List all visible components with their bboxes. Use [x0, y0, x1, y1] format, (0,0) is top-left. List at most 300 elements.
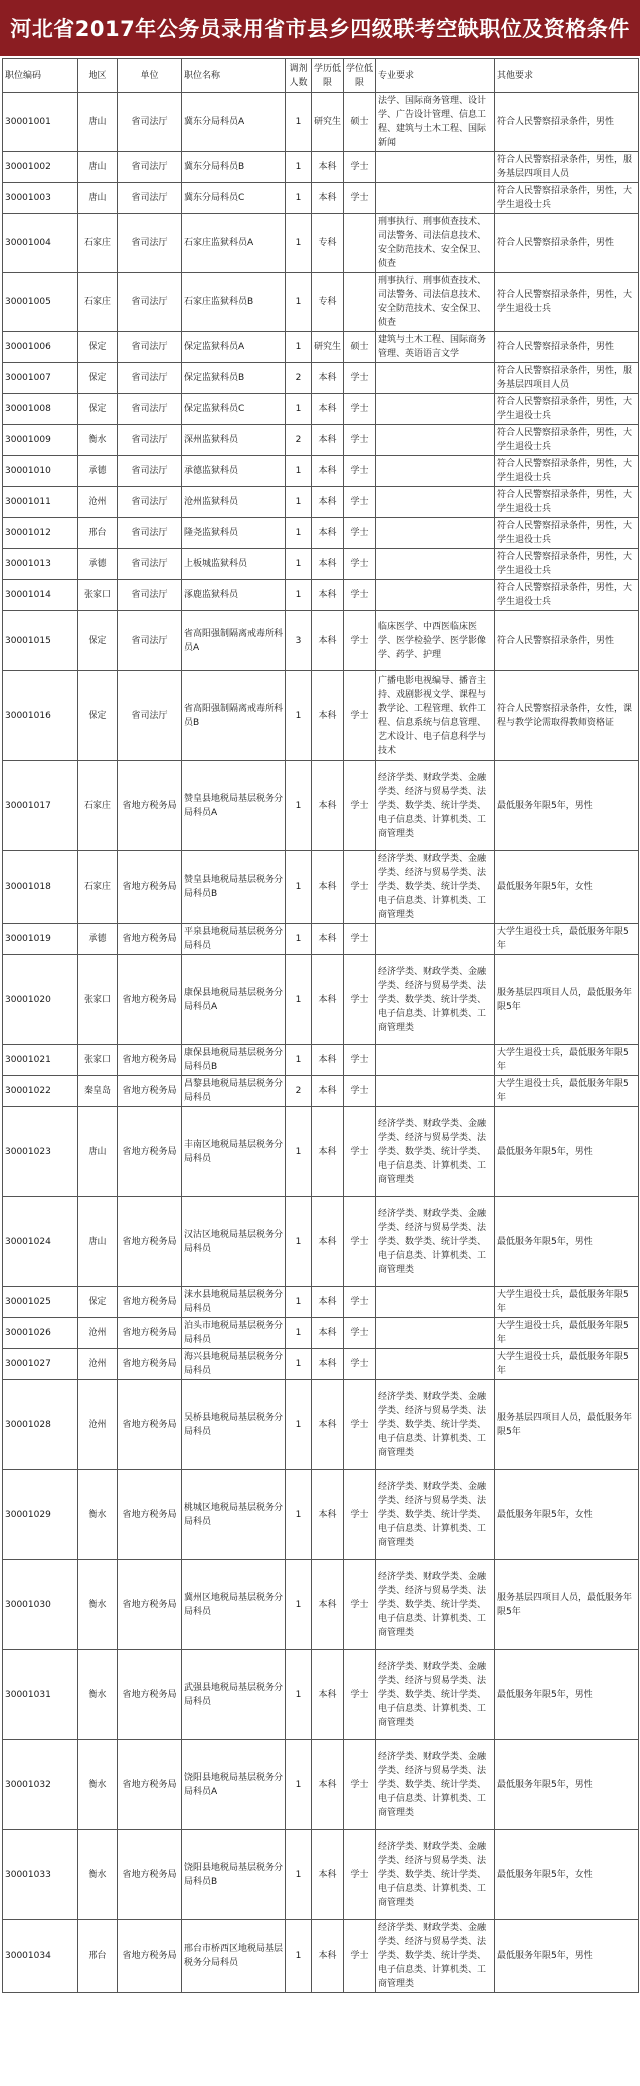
table-row	[3, 924, 639, 955]
cell-unit: 省司法厅	[118, 487, 182, 518]
cell-unit: 省司法厅	[118, 425, 182, 456]
cell-region: 保定	[78, 1287, 118, 1318]
cell-position-code: 30001016	[3, 671, 78, 761]
cell-region: 唐山	[78, 1197, 118, 1287]
cell-unit: 省地方税务局	[118, 1349, 182, 1380]
cell-region: 衡水	[78, 1740, 118, 1830]
cell-degree: 学士	[344, 580, 376, 611]
cell-other: 大学生退役士兵，最低服务年限5年	[495, 924, 639, 955]
cell-major	[376, 580, 495, 611]
cell-quota: 1	[286, 1470, 312, 1560]
cell-degree: 学士	[344, 183, 376, 214]
cell-quota: 1	[286, 394, 312, 425]
cell-region: 张家口	[78, 955, 118, 1045]
cell-quota: 2	[286, 1076, 312, 1107]
cell-region: 唐山	[78, 1107, 118, 1197]
cell-quota: 1	[286, 1045, 312, 1076]
cell-major: 经济学类、财政学类、金融学类、经济与贸易学类、法学类、数学类、统计学类、电子信息类、计算机类、工商管理类	[376, 1560, 495, 1650]
cell-major: 建筑与土木工程、国际商务管理、英语语言文学	[376, 332, 495, 363]
cell-region: 保定	[78, 363, 118, 394]
cell-major: 经济学类、财政学类、金融学类、经济与贸易学类、法学类、数学类、统计学类、电子信息类、计算机类、工商管理类	[376, 851, 495, 924]
cell-position-name: 涿鹿监狱科员	[182, 580, 286, 611]
cell-quota: 1	[286, 1650, 312, 1740]
cell-other: 大学生退役士兵，最低服务年限5年	[495, 1287, 639, 1318]
cell-degree	[344, 273, 376, 332]
header-position-code: 职位编码	[3, 59, 78, 93]
cell-major: 经济学类、财政学类、金融学类、经济与贸易学类、法学类、数学类、统计学类、电子信息类、计算机类、工商管理类	[376, 1470, 495, 1560]
cell-quota: 1	[286, 456, 312, 487]
cell-other: 符合人民警察招录条件，男性	[495, 611, 639, 671]
cell-major	[376, 1349, 495, 1380]
cell-major: 经济学类、财政学类、金融学类、经济与贸易学类、法学类、数学类、统计学类、电子信息类、计算机类、工商管理类	[376, 1380, 495, 1470]
cell-quota: 1	[286, 761, 312, 851]
table-row	[3, 955, 639, 1045]
cell-quota: 1	[286, 955, 312, 1045]
cell-unit: 省地方税务局	[118, 924, 182, 955]
cell-region: 保定	[78, 671, 118, 761]
cell-education: 本科	[312, 1830, 344, 1920]
cell-unit: 省地方税务局	[118, 1380, 182, 1470]
cell-major	[376, 1318, 495, 1349]
cell-quota: 1	[286, 1318, 312, 1349]
cell-position-name: 保定监狱科员B	[182, 363, 286, 394]
cell-position-name: 康保县地税局基层税务分局科员B	[182, 1045, 286, 1076]
cell-education: 本科	[312, 1107, 344, 1197]
cell-other: 符合人民警察招录条件，男性，大学生退役士兵	[495, 273, 639, 332]
cell-region: 承德	[78, 549, 118, 580]
header-degree: 学位低限	[344, 59, 376, 93]
cell-degree: 学士	[344, 1318, 376, 1349]
cell-education: 研究生	[312, 93, 344, 152]
cell-unit: 省地方税务局	[118, 1740, 182, 1830]
cell-major	[376, 425, 495, 456]
cell-unit: 省地方税务局	[118, 1920, 182, 1993]
cell-degree: 学士	[344, 518, 376, 549]
cell-region: 石家庄	[78, 273, 118, 332]
cell-position-name: 平泉县地税局基层税务分局科员	[182, 924, 286, 955]
cell-other: 符合人民警察招录条件，男性，大学生退役士兵	[495, 183, 639, 214]
cell-position-code: 30001008	[3, 394, 78, 425]
cell-other: 大学生退役士兵，最低服务年限5年	[495, 1349, 639, 1380]
cell-major	[376, 924, 495, 955]
cell-other: 最低服务年限5年，男性	[495, 1920, 639, 1993]
cell-major	[376, 152, 495, 183]
cell-degree: 硕士	[344, 332, 376, 363]
cell-education: 本科	[312, 1740, 344, 1830]
cell-major	[376, 518, 495, 549]
cell-region: 秦皇岛	[78, 1076, 118, 1107]
cell-other: 符合人民警察招录条件，男性，大学生退役士兵	[495, 456, 639, 487]
cell-major	[376, 1045, 495, 1076]
cell-quota: 1	[286, 487, 312, 518]
cell-quota: 1	[286, 518, 312, 549]
table-row	[3, 332, 639, 363]
cell-position-name: 石家庄监狱科员B	[182, 273, 286, 332]
cell-quota: 1	[286, 332, 312, 363]
cell-degree: 学士	[344, 1349, 376, 1380]
cell-unit: 省地方税务局	[118, 1045, 182, 1076]
cell-position-code: 30001001	[3, 93, 78, 152]
table-row	[3, 273, 639, 332]
cell-major	[376, 456, 495, 487]
table-row	[3, 93, 639, 152]
table-row	[3, 1830, 639, 1920]
cell-major	[376, 183, 495, 214]
cell-unit: 省司法厅	[118, 611, 182, 671]
cell-education: 专科	[312, 214, 344, 273]
header-unit: 单位	[118, 59, 182, 93]
table-row	[3, 1197, 639, 1287]
cell-other: 符合人民警察招录条件，男性，服务基层四项目人员	[495, 363, 639, 394]
cell-quota: 1	[286, 1560, 312, 1650]
cell-quota: 1	[286, 924, 312, 955]
cell-position-code: 30001027	[3, 1349, 78, 1380]
cell-position-code: 30001012	[3, 518, 78, 549]
cell-position-code: 30001017	[3, 761, 78, 851]
cell-degree: 学士	[344, 1076, 376, 1107]
cell-region: 沧州	[78, 1349, 118, 1380]
cell-unit: 省司法厅	[118, 518, 182, 549]
cell-degree: 学士	[344, 1560, 376, 1650]
cell-degree: 学士	[344, 611, 376, 671]
cell-position-name: 赞皇县地税局基层税务分局科员A	[182, 761, 286, 851]
cell-quota: 2	[286, 363, 312, 394]
cell-other: 大学生退役士兵，最低服务年限5年	[495, 1045, 639, 1076]
cell-position-name: 海兴县地税局基层税务分局科员	[182, 1349, 286, 1380]
cell-education: 本科	[312, 1920, 344, 1993]
cell-region: 沧州	[78, 487, 118, 518]
table-row	[3, 425, 639, 456]
cell-major: 刑事执行、刑事侦查技术、司法警务、司法信息技术、安全防范技术、安全保卫、侦查	[376, 214, 495, 273]
cell-major: 经济学类、财政学类、金融学类、经济与贸易学类、法学类、数学类、统计学类、电子信息类、计算机类、工商管理类	[376, 1197, 495, 1287]
page-title: 河北省2017年公务员录用省市县乡四级联考空缺职位及资格条件	[0, 0, 640, 56]
cell-position-name: 泊头市地税局基层税务分局科员	[182, 1318, 286, 1349]
cell-position-code: 30001026	[3, 1318, 78, 1349]
table-row	[3, 214, 639, 273]
table-row	[3, 394, 639, 425]
cell-region: 衡水	[78, 1650, 118, 1740]
cell-position-code: 30001022	[3, 1076, 78, 1107]
cell-degree: 学士	[344, 425, 376, 456]
cell-degree: 学士	[344, 1197, 376, 1287]
table-row	[3, 1287, 639, 1318]
cell-position-code: 30001018	[3, 851, 78, 924]
cell-unit: 省司法厅	[118, 273, 182, 332]
cell-position-code: 30001002	[3, 152, 78, 183]
positions-table	[2, 58, 639, 1993]
table-row	[3, 1560, 639, 1650]
cell-quota: 1	[286, 1830, 312, 1920]
cell-position-name: 冀东分局科员C	[182, 183, 286, 214]
cell-education: 本科	[312, 611, 344, 671]
cell-quota: 3	[286, 611, 312, 671]
cell-degree: 学士	[344, 1287, 376, 1318]
cell-region: 石家庄	[78, 851, 118, 924]
cell-degree: 学士	[344, 1830, 376, 1920]
cell-unit: 省司法厅	[118, 456, 182, 487]
table-row	[3, 1107, 639, 1197]
cell-region: 邢台	[78, 1920, 118, 1993]
table-row	[3, 1045, 639, 1076]
cell-region: 衡水	[78, 1470, 118, 1560]
cell-region: 衡水	[78, 1560, 118, 1650]
cell-degree: 学士	[344, 363, 376, 394]
cell-major: 法学、国际商务管理、设计学、广告设计管理、信息工程、建筑与土木工程、国际新闻	[376, 93, 495, 152]
cell-position-code: 30001034	[3, 1920, 78, 1993]
cell-position-name: 桃城区地税局基层税务分局科员	[182, 1470, 286, 1560]
cell-region: 衡水	[78, 425, 118, 456]
cell-quota: 2	[286, 425, 312, 456]
cell-other: 符合人民警察招录条件，女性，课程与教学论需取得教师资格证	[495, 671, 639, 761]
cell-position-code: 30001003	[3, 183, 78, 214]
cell-other: 符合人民警察招录条件，男性	[495, 214, 639, 273]
cell-position-code: 30001007	[3, 363, 78, 394]
cell-unit: 省司法厅	[118, 549, 182, 580]
cell-other: 符合人民警察招录条件，男性，大学生退役士兵	[495, 394, 639, 425]
cell-degree: 学士	[344, 1380, 376, 1470]
cell-other: 最低服务年限5年，男性	[495, 1107, 639, 1197]
table-row	[3, 1349, 639, 1380]
header-other: 其他要求	[495, 59, 639, 93]
cell-region: 石家庄	[78, 761, 118, 851]
table-row	[3, 549, 639, 580]
cell-education: 专科	[312, 273, 344, 332]
table-row	[3, 1470, 639, 1560]
cell-position-code: 30001021	[3, 1045, 78, 1076]
cell-position-code: 30001019	[3, 924, 78, 955]
table-header-row	[3, 59, 639, 93]
cell-unit: 省司法厅	[118, 93, 182, 152]
table-row	[3, 518, 639, 549]
cell-unit: 省司法厅	[118, 394, 182, 425]
cell-education: 本科	[312, 456, 344, 487]
cell-other: 最低服务年限5年，女性	[495, 1830, 639, 1920]
cell-degree: 学士	[344, 456, 376, 487]
cell-major	[376, 1287, 495, 1318]
table-row	[3, 851, 639, 924]
cell-position-code: 30001013	[3, 549, 78, 580]
table-row	[3, 671, 639, 761]
cell-region: 张家口	[78, 580, 118, 611]
cell-region: 保定	[78, 611, 118, 671]
cell-major	[376, 487, 495, 518]
cell-unit: 省地方税务局	[118, 1076, 182, 1107]
cell-position-name: 汉沽区地税局基层税务分局科员	[182, 1197, 286, 1287]
cell-quota: 1	[286, 1349, 312, 1380]
cell-other: 符合人民警察招录条件，男性，大学生退役士兵	[495, 487, 639, 518]
cell-unit: 省地方税务局	[118, 955, 182, 1045]
cell-education: 本科	[312, 761, 344, 851]
cell-degree: 学士	[344, 671, 376, 761]
cell-major: 经济学类、财政学类、金融学类、经济与贸易学类、法学类、数学类、统计学类、电子信息类、计算机类、工商管理类	[376, 1830, 495, 1920]
cell-quota: 1	[286, 549, 312, 580]
cell-education: 本科	[312, 1380, 344, 1470]
cell-unit: 省地方税务局	[118, 851, 182, 924]
cell-unit: 省司法厅	[118, 671, 182, 761]
cell-quota: 1	[286, 152, 312, 183]
cell-position-code: 30001005	[3, 273, 78, 332]
cell-position-name: 饶阳县地税局基层税务分局科员A	[182, 1740, 286, 1830]
cell-education: 本科	[312, 518, 344, 549]
header-region: 地区	[78, 59, 118, 93]
cell-position-code: 30001015	[3, 611, 78, 671]
table-row	[3, 1380, 639, 1470]
cell-unit: 省地方税务局	[118, 1197, 182, 1287]
cell-degree: 学士	[344, 851, 376, 924]
cell-position-code: 30001032	[3, 1740, 78, 1830]
cell-position-code: 30001030	[3, 1560, 78, 1650]
cell-degree: 学士	[344, 924, 376, 955]
cell-education: 本科	[312, 580, 344, 611]
cell-other: 符合人民警察招录条件，男性，大学生退役士兵	[495, 518, 639, 549]
header-major: 专业要求	[376, 59, 495, 93]
cell-unit: 省地方税务局	[118, 1470, 182, 1560]
cell-major: 经济学类、财政学类、金融学类、经济与贸易学类、法学类、数学类、统计学类、电子信息类、计算机类、工商管理类	[376, 1650, 495, 1740]
cell-education: 本科	[312, 924, 344, 955]
cell-education: 研究生	[312, 332, 344, 363]
cell-education: 本科	[312, 1076, 344, 1107]
cell-major: 临床医学、中西医临床医学、医学检验学、医学影像学、药学、护理	[376, 611, 495, 671]
table-row	[3, 1650, 639, 1740]
cell-quota: 1	[286, 671, 312, 761]
cell-quota: 1	[286, 1107, 312, 1197]
cell-position-code: 30001014	[3, 580, 78, 611]
cell-region: 唐山	[78, 93, 118, 152]
cell-region: 张家口	[78, 1045, 118, 1076]
table-row	[3, 1076, 639, 1107]
cell-position-name: 承德监狱科员	[182, 456, 286, 487]
table-row	[3, 761, 639, 851]
cell-major	[376, 549, 495, 580]
cell-education: 本科	[312, 152, 344, 183]
cell-quota: 1	[286, 851, 312, 924]
cell-position-name: 省高阳强制隔离戒毒所科员A	[182, 611, 286, 671]
cell-region: 承德	[78, 456, 118, 487]
cell-position-name: 昌黎县地税局基层税务分局科员	[182, 1076, 286, 1107]
cell-region: 沧州	[78, 1380, 118, 1470]
cell-other: 最低服务年限5年，男性	[495, 1197, 639, 1287]
cell-quota: 1	[286, 1920, 312, 1993]
table-row	[3, 152, 639, 183]
cell-position-name: 丰南区地税局基层税务分局科员	[182, 1107, 286, 1197]
cell-quota: 1	[286, 1197, 312, 1287]
cell-unit: 省司法厅	[118, 183, 182, 214]
cell-unit: 省地方税务局	[118, 1287, 182, 1318]
cell-other: 最低服务年限5年，女性	[495, 1470, 639, 1560]
cell-education: 本科	[312, 1045, 344, 1076]
header-position-name: 职位名称	[182, 59, 286, 93]
cell-region: 衡水	[78, 1830, 118, 1920]
cell-education: 本科	[312, 671, 344, 761]
cell-education: 本科	[312, 425, 344, 456]
cell-position-name: 赞皇县地税局基层税务分局科员B	[182, 851, 286, 924]
cell-position-code: 30001004	[3, 214, 78, 273]
cell-other: 最低服务年限5年，男性	[495, 761, 639, 851]
cell-position-name: 冀州区地税局基层税务分局科员	[182, 1560, 286, 1650]
cell-position-code: 30001033	[3, 1830, 78, 1920]
cell-degree: 学士	[344, 1045, 376, 1076]
cell-degree: 学士	[344, 1920, 376, 1993]
cell-position-name: 沧州监狱科员	[182, 487, 286, 518]
cell-quota: 1	[286, 580, 312, 611]
cell-position-code: 30001031	[3, 1650, 78, 1740]
cell-position-name: 吴桥县地税局基层税务分局科员	[182, 1380, 286, 1470]
cell-major: 经济学类、财政学类、金融学类、经济与贸易学类、法学类、数学类、统计学类、电子信息类、计算机类、工商管理类	[376, 1107, 495, 1197]
cell-other: 大学生退役士兵，最低服务年限5年	[495, 1318, 639, 1349]
cell-other: 大学生退役士兵，最低服务年限5年	[495, 1076, 639, 1107]
cell-other: 符合人民警察招录条件，男性	[495, 93, 639, 152]
cell-education: 本科	[312, 549, 344, 580]
cell-unit: 省地方税务局	[118, 1650, 182, 1740]
cell-degree: 学士	[344, 549, 376, 580]
cell-position-name: 保定监狱科员A	[182, 332, 286, 363]
header-quota: 调剂人数	[286, 59, 312, 93]
cell-position-name: 武强县地税局基层税务分局科员	[182, 1650, 286, 1740]
cell-region: 邢台	[78, 518, 118, 549]
cell-degree: 学士	[344, 1740, 376, 1830]
cell-other: 最低服务年限5年，男性	[495, 1740, 639, 1830]
cell-position-code: 30001024	[3, 1197, 78, 1287]
table-row	[3, 456, 639, 487]
cell-major: 经济学类、财政学类、金融学类、经济与贸易学类、法学类、数学类、统计学类、电子信息类、计算机类、工商管理类	[376, 761, 495, 851]
cell-region: 保定	[78, 332, 118, 363]
cell-degree: 学士	[344, 955, 376, 1045]
cell-degree: 学士	[344, 761, 376, 851]
cell-region: 承德	[78, 924, 118, 955]
cell-degree	[344, 214, 376, 273]
table-row	[3, 1920, 639, 1993]
cell-quota: 1	[286, 273, 312, 332]
cell-position-name: 保定监狱科员C	[182, 394, 286, 425]
cell-position-code: 30001029	[3, 1470, 78, 1560]
cell-education: 本科	[312, 1197, 344, 1287]
cell-education: 本科	[312, 1470, 344, 1560]
cell-unit: 省司法厅	[118, 152, 182, 183]
cell-region: 唐山	[78, 152, 118, 183]
cell-other: 符合人民警察招录条件，男性，大学生退役士兵	[495, 549, 639, 580]
cell-degree: 学士	[344, 1107, 376, 1197]
cell-position-name: 冀东分局科员B	[182, 152, 286, 183]
cell-degree: 学士	[344, 152, 376, 183]
cell-education: 本科	[312, 1318, 344, 1349]
cell-education: 本科	[312, 183, 344, 214]
cell-degree: 学士	[344, 394, 376, 425]
cell-position-code: 30001009	[3, 425, 78, 456]
cell-education: 本科	[312, 1349, 344, 1380]
cell-other: 符合人民警察招录条件，男性，大学生退役士兵	[495, 425, 639, 456]
cell-unit: 省地方税务局	[118, 1560, 182, 1650]
cell-position-name: 石家庄监狱科员A	[182, 214, 286, 273]
cell-quota: 1	[286, 183, 312, 214]
cell-position-name: 隆尧监狱科员	[182, 518, 286, 549]
table-row	[3, 1318, 639, 1349]
cell-unit: 省地方税务局	[118, 1830, 182, 1920]
cell-education: 本科	[312, 363, 344, 394]
cell-unit: 省地方税务局	[118, 761, 182, 851]
cell-education: 本科	[312, 955, 344, 1045]
cell-major: 经济学类、财政学类、金融学类、经济与贸易学类、法学类、数学类、统计学类、电子信息类、计算机类、工商管理类	[376, 1740, 495, 1830]
cell-degree: 学士	[344, 487, 376, 518]
cell-quota: 1	[286, 1740, 312, 1830]
cell-unit: 省司法厅	[118, 214, 182, 273]
cell-region: 沧州	[78, 1318, 118, 1349]
cell-other: 服务基层四项目人员，最低服务年限5年	[495, 1380, 639, 1470]
cell-education: 本科	[312, 487, 344, 518]
table-row	[3, 1740, 639, 1830]
cell-position-name: 饶阳县地税局基层税务分局科员B	[182, 1830, 286, 1920]
cell-education: 本科	[312, 394, 344, 425]
cell-major: 经济学类、财政学类、金融学类、经济与贸易学类、法学类、数学类、统计学类、电子信息类、计算机类、工商管理类	[376, 1920, 495, 1993]
